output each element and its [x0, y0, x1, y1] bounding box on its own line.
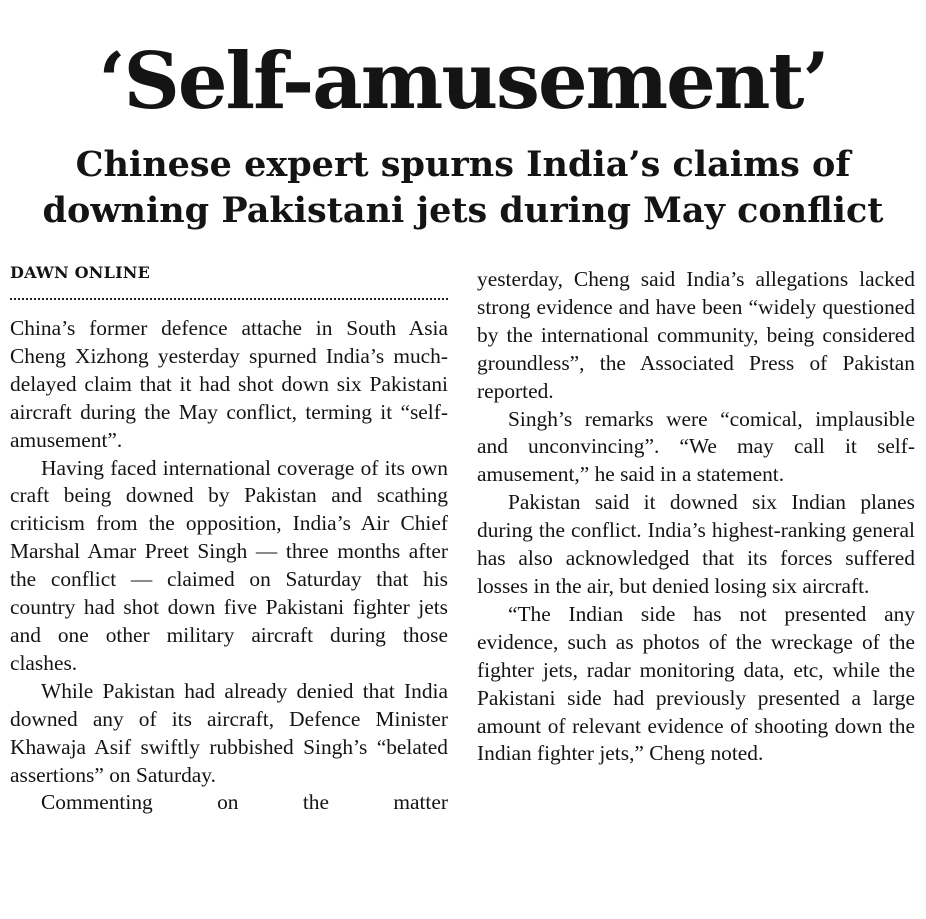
paragraph: “The Indian side has not presented any evidence, such as photos of the wreckage of the fighter jets, radar monitoring data, etc, while the Pakistani side had previously presented a large amount of relevant evidence of shooting down the Indian fighter jets,” Cheng noted.: [477, 601, 915, 766]
paragraph: Pakistan said it downed six Indian planes during the conflict. India’s highest-ranking general has also acknowledged that its forces suffered losses in the air, but denied losing six aircraft.: [477, 490, 915, 598]
subheadline: [0, 142, 926, 234]
paragraph: While Pakistan had already denied that India downed any of its aircraft, Defence Minister Khawaja Asif swiftly rubbished Singh’s “belated assertions” on Saturday.: [10, 678, 448, 787]
paragraph: Having faced international coverage of its own craft being downed by Pakistan and scathing criticism from the opposition, India’s Air Chief Marshal Amar Preet Singh — three months after the conflict — claimed on Saturday that his country had shot down five Pakistani fighter jets and one other military aircraft during those clashes.: [10, 455, 448, 675]
article-column-1: [10, 315, 448, 817]
article-column-2: [477, 266, 915, 768]
byline: DAWN ONLINE: [10, 263, 150, 282]
paragraph: Commenting on the matter: [41, 790, 448, 815]
paragraph: China’s former defence attache in South Asia Cheng Xizhong yesterday spurned India’s much-delayed claim that it had shot down six Pakistani aircraft during the May conflict, terming it “self-amusement”.: [10, 316, 448, 452]
byline-dotted-divider: [10, 298, 448, 300]
subheadline-line-2: downing Pakistani jets during May conflict: [42, 190, 884, 231]
paragraph: yesterday, Cheng said India’s allegations lacked strong evidence and have been “widely questioned by the international community, being considered groundless”, the Associated Press of Pakistan reported.: [477, 267, 915, 403]
paragraph: Singh’s remarks were “comical, implausible and unconvincing”. “We may call it self-amusement,” he said in a statement.: [477, 406, 915, 487]
headline: ‘Self-amusement’: [98, 36, 828, 127]
subheadline-line-1: Chinese expert spurns India’s claims of: [75, 144, 851, 185]
